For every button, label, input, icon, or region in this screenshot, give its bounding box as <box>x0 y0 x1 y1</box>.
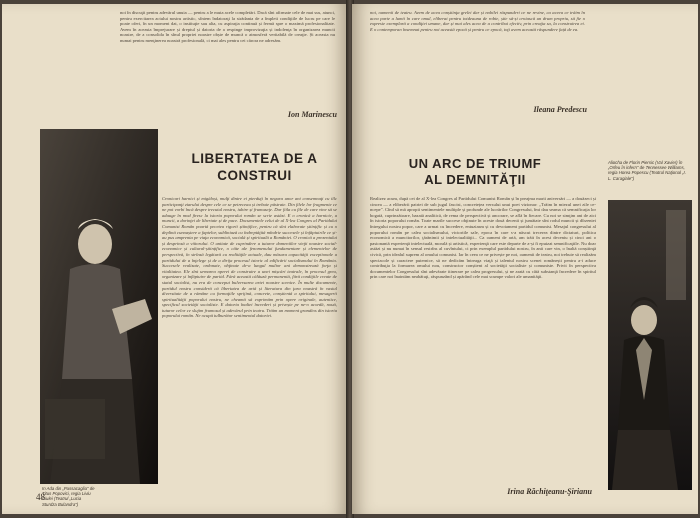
right-photo-actor <box>608 200 692 490</box>
right-title-line-1: UN ARC DE TRIUMF <box>408 156 542 171</box>
left-article-title-text: LIBERTATEA DE A CONSTRUI <box>191 151 318 183</box>
right-top-author: Ileana Predescu <box>533 105 587 114</box>
left-top-text: noi în discuţii pentru adevărul unuia — pentru a le muta acele completări. Dacă sînt afirmate cele de mai sus, atunci, pentru exercitarea actului nostru artistic, sîntem îndatoraţi la strădania de a împleti condiţiile de lucru pe care le poate oferi, în un moment dat, o instituţie sau alta, cu aspiraţia continuă și fermă spre o maximă profesionalitate. Avem în aceasta împrejurare și dreptul și datoria de a respinge improvizaţia și indolenţa în organizarea muncii noastre, de a consolida în sînul propriei noastre obște de muncă o atmosferă veritabilă de creaţie. Și aceasta nu numai pentru menţinerea noastră profesională, ci mai ales pentru cei cărora ne adresăm. <box>120 10 335 43</box>
right-photo-caption: Aliocha de Florin Piersic (Val Xavier) în „Orfeu în infern" de Tennessee Williams, regia Horea Popescu (Teatrul Naţional „I. L. Caragiale") <box>608 160 686 181</box>
left-article-body: Cronicari harnici și migăloși, mulţi dintre ei pierduţi în negura unor ani consemnaţi cu tîlc participanţi ziarului despre cele ce se petreceau și trebuie păstrate. Din filele lor fragmente ce ne pot vorbi încă despre trecutul nostru, iubire și frumuseţe. Dar fiila cu file de care vine să se adauge în mod firesc la istoria poporului român se scrie astăzi. E o cronică a harnicie, a muncii, a dorinţei de libertate și de pace. Documentele celui de al X-lea Congres al Partidului Comunist Român poartă pecetea rigorii științifice, pentru că sînt elaborate științific și cu o deplină cunoaștere a faptelor, subliniază cu îndreptăţită mîndrie succesele și înfăptuirile ce și-au pus amprenta pe viaţa economică, socială și spirituală a României. O cronică a prezentului și desprinsă a viitorului. O unitate de cuprindere a tuturor domeniilor vieţii noastre social-economice și cultural-științifice, o câte ale fenomenului fundamentare și elementelor de perspectivă, în strînsă legătură cu realităţile actuale, dau măsura capacităţii exceptionale a partidului de a înţelege și de a dirija procesul istoric al edificării socialismului în România. Succesele realizate, ordonate, obţinute de-a lungul multor ani demonstrează forţa și vitalitatea. Ele sînt urmarea operei de construire a unei mișcări teatrale, în procesul greu, organizare și înfăptuire de partid. Fără această călăuză permanentă, fără condiţiile create de statul socialist, nu era de conceput bulversarea artei noastre scenice. În multe documente, partidul nostru consideră că libertatea de artă și literatura din ţara noastră în vastul diversitate de a rămâne cu formaţiile sprijină, concrete, conștientă a spiritului, mesagerii spiritualităţii poporului nostru, ne cheamă să exprimăm prin opere originale, autentice, specificul societăţii socialiste. E datoria înaltei încrederi și privește pe ne-o acordă, nouă, tuturor celor ce slujim frumosul și adevărul prin teatru. Trăim un moment grandios din istoria poporului român. Ne ocupă tulburător sentimentul datoriei. <box>162 196 337 319</box>
actress-photo-illustration <box>40 129 158 484</box>
page-number: 48 <box>36 492 45 502</box>
actor-photo-illustration <box>608 200 692 490</box>
right-bottom-author: Irina Răchiţeanu-Şirianu <box>507 487 592 496</box>
right-title-line-2: AL DEMNITĂŢII <box>424 172 526 187</box>
left-top-author: Ion Marinescu <box>287 110 337 119</box>
right-top-text: noi, oamenii de teatru. Avem de acea conștiinţa grelei dar și nobilei răspunderi ce ne revine, ca aceea ce trăim în acea parte a lumii în care omul, eliberat pentru totdeauna de robie, știe să-și croiască un drum propriu, să fie o expresie exemplară a condiţiei umane, dar și mai ales acea de a contribui efectiv, prin creaţia sa, la construirea ei. E o contemporan însemnat pentru noi această epocă și pentru ce epocă, toţi avem această răspundere față de ea. <box>370 10 585 32</box>
right-article-body: Realizez acum, după cei de al X-lea Congres al Partidului Comunist Român și în preajma marii aniversări — a douăzeci și cincea — a eliberării patriei de sub jugul fascist, concretețea versului unui poet vizionar: „Trăim în miezul unei zile ce-ncepe". Cînd să mă apropii sentimentele multiple și profunde ale lucrărilor Congresului, îmi dau seama că semnificaţia lor bogată, cuprinzătoare, bazată analitică, de rema de perspectivă și ancorare, se află în fiecare. Cu noi se simţim ani de aici în istoria poporului român. Toate marile succese obţinute în aceste două decenii și jumătate sînt rodul muncii și dîrzeniei întregului nostru popor, care a urmat cu încredere, entuziasm și cu devotament partidul comunist. Mesajul congresului al poporului român pe calea socialismului, victoriile sale, epoca în care s-a născut trecerea dintre dictaturi, politica economică a muncitorilor, ţărănimii și intelectualităţii... Ca oameni de artă, am trăit în acest deceniu și cinci ani o pasionantă experienţă intelectuală, morală și artistică, experienţă care este departe de a-și fi epuizat semnificaţiile. Nu doar astăzi și nu numai în sensul restrîns al cuvîntului, ci prin exemplul partidului nostru, în anii care vin, o înaltă conștiinţă civică, prin idealul suprem al omului comunist. Iar în ceea ce ne privește pe noi, oamenii de teatru, noi trebuie să realizăm spectacole și caractere puternice, să ne dedicăm întreaga viaţă și talentul nostru scenei românești pentru a-i aduce contribuţia la formarea omului nou, constructor conștient al societăţii socialiste și comuniste. Privit în perspectiva documentelor Congresului sînt adevărate itinerare pe calea progresului, și ne arată cu câtă substanţă încredere în spiritul prin care noi înaintăm neabătuţi, răspunzând și apărând cele mai scumpe valori ale umanităţii. <box>370 196 596 280</box>
left-page <box>2 4 348 514</box>
left-photo-caption: In Ada din „Passacaglia" de Titus Popovici, regia Liviu Ciulei (Teatrul „Lucia Sturdza Bulandra") <box>42 486 95 507</box>
right-article-title <box>362 156 588 188</box>
left-photo-actress <box>40 129 158 484</box>
left-article-title <box>177 150 332 184</box>
right-page <box>352 4 698 514</box>
